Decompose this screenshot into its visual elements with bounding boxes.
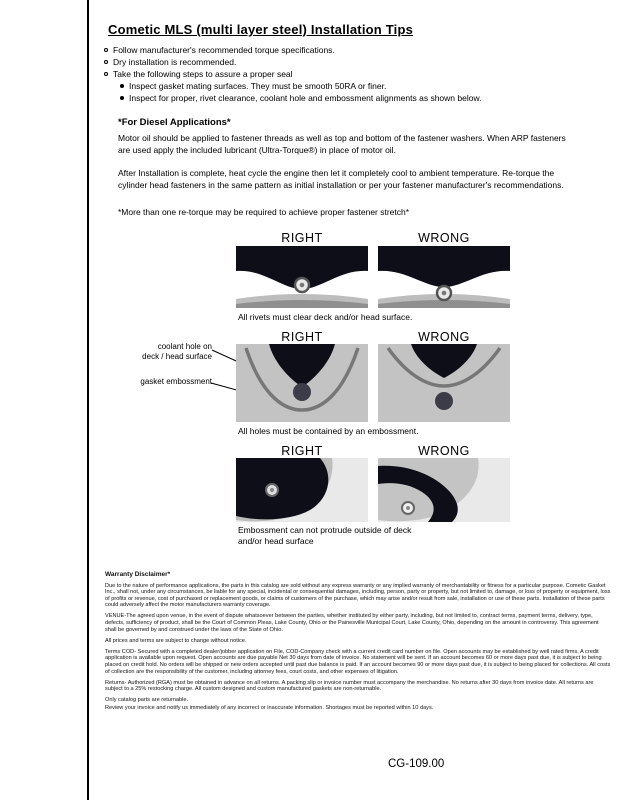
rivet-right-diagram xyxy=(236,246,368,308)
protrusion-wrong-diagram xyxy=(378,458,510,522)
disclaimer-paragraph: Due to the nature of performance applications, the parts in this catalog are sold without any express warranty or any implied warranty of merchantability or fitness for a particular purpose. Cometic Gasket Inc., shall not, under any circumstances, be liable for any special, incidental or consequential damages, including, person, party or property, but not limited to, damage, or loss of property or equipment, loss of profits or revenue, cost of purchased or replacement goods, or claims of customers of the purchase, which may arise and/or result from sale, installation or use of these parts. Installation of these parts could adversely affect the motor manufacturers warranty coverage. xyxy=(105,582,611,609)
protrusion-right-diagram xyxy=(236,458,368,522)
caption-protrusion xyxy=(238,525,411,547)
page-title: Cometic MLS (multi layer steel) Installation Tips xyxy=(108,22,414,37)
rivet-wrong-diagram xyxy=(378,246,510,308)
caption-holes: All holes must be contained by an embossment. xyxy=(238,426,419,436)
diesel-paragraph-1: Motor oil should be applied to fastener threads as well as top and bottom of the fastener washers. When ARP fasteners are used apply the included lubricant (Ultra-Torque®) in place of motor oil. xyxy=(118,133,566,155)
hole-contained-illustration xyxy=(236,344,368,422)
open-bullet-icon xyxy=(104,48,108,52)
list-item xyxy=(104,68,481,80)
filled-bullet-icon xyxy=(120,84,124,88)
rivet-clear-illustration xyxy=(236,246,368,308)
list-item xyxy=(120,92,481,104)
list-item xyxy=(120,80,481,92)
wrong-label-row3: WRONG xyxy=(418,444,470,458)
embossment-protruding-illustration xyxy=(378,458,510,522)
diesel-applications-heading: *For Diesel Applications* xyxy=(118,117,231,128)
list-item xyxy=(104,56,481,68)
disclaimer-paragraph: Returns- Authorized (RGA) must be obtained in advance on all returns. A packing slip or invoice number must accompany the merchandise. No returns after 30 days from invoice date. All returns are subject to a 25% restocking charge. All custom designed and custom manufactured gaskets are non-returnable. xyxy=(105,679,594,693)
disclaimer-paragraph: Terms COD- Secured with a completed dealer/jobber application on File, COD-Company check with a current credit card number on file. Open accounts may be established by well rated firms. A credit application is available upon request. Open accounts are due payable Net 30 days from date of invoice. No statement will be sent. If an account becomes 60 or more days past due, it is subject to being placed on credit hold. No orders will be shipped or new orders accepted until past due balance is paid. If an account becomes 90 or more days past due, it is subject to being placed for collections. All costs of collection are the responsibility of the customer, including attorney fees, court costs, and other expenses of litigation. xyxy=(105,648,611,675)
right-label-row1: RIGHT xyxy=(281,231,323,245)
filled-bullet-icon xyxy=(120,96,124,100)
disclaimer-heading: Warranty Disclaimer* xyxy=(105,571,171,578)
embossment-right-diagram xyxy=(236,344,368,422)
open-bullet-icon xyxy=(104,72,108,76)
embossment-inside-illustration xyxy=(236,458,368,522)
right-label-row2: RIGHT xyxy=(281,330,323,344)
warranty-disclaimer-section xyxy=(105,572,611,716)
coolant-hole-callout xyxy=(96,342,212,361)
callout-text: coolant hole on xyxy=(157,342,212,351)
list-item-text: Inspect gasket mating surfaces. They must be smooth 50RA or finer. xyxy=(129,81,387,91)
callout-text: gasket embossment xyxy=(140,377,212,386)
rivet-touching-illustration xyxy=(378,246,510,308)
gasket-embossment-callout xyxy=(96,377,212,387)
wrong-label-row2: WRONG xyxy=(418,330,470,344)
hole-outside-illustration xyxy=(378,344,510,422)
list-item-text: Take the following steps to assure a proper seal xyxy=(113,69,293,79)
disclaimer-paragraph: VENUE-The agreed upon venue, in the event of dispute whatsoever between the parties, whether instituted by either party, including, but not limited to, contract terms, payment terms, delivery, type, defects, sufficiency of product, shall be the Court of Common Pleas, Lake County, Ohio or the Painesville Municipal Court, Lake County, Ohio, depending on the amount in controversy. This agreement shall be governed by and construed under the laws of the State of Ohio. xyxy=(105,613,599,633)
list-item-text: Follow manufacturer's recommended torque specifications. xyxy=(113,45,335,55)
installation-tips-list xyxy=(104,44,481,104)
list-item xyxy=(104,44,481,56)
list-item-text: Inspect for proper, rivet clearance, coolant hole and embossment alignments as shown below. xyxy=(129,93,482,103)
caption-rivets: All rivets must clear deck and/or head surface. xyxy=(238,312,413,322)
caption-line: Embossment can not protrude outside of deck xyxy=(238,525,412,535)
list-item-text: Dry installation is recommended. xyxy=(113,57,237,67)
diesel-paragraph-2: After Installation is complete, heat cycle the engine then let it completely cool to ambient temperature. Re-torque the cylinder head fasteners in the same pattern as initial installation or per your fastener manufacturer's recommendations. xyxy=(118,168,564,190)
page-edge-rule xyxy=(87,0,89,800)
disclaimer-paragraph: Review your invoice and notify us immediately of any incorrect or inaccurate information. Shortages must be reported within 10 days. xyxy=(105,705,434,711)
open-bullet-icon xyxy=(104,60,108,64)
sub-list xyxy=(120,80,481,104)
right-label-row3: RIGHT xyxy=(281,444,323,458)
disclaimer-paragraph: Only catalog parts are returnable. xyxy=(105,697,189,704)
disclaimer-paragraph: All prices and terms are subject to change without notice. xyxy=(105,637,247,644)
wrong-label-row1: WRONG xyxy=(418,231,470,245)
caption-line: and/or head surface xyxy=(238,536,314,546)
embossment-wrong-diagram xyxy=(378,344,510,422)
catalog-page-code: CG-109.00 xyxy=(388,758,445,770)
callout-text: deck / head surface xyxy=(142,351,212,361)
retorque-note: *More than one re-torque may be required to achieve proper fastener stretch* xyxy=(118,207,410,217)
